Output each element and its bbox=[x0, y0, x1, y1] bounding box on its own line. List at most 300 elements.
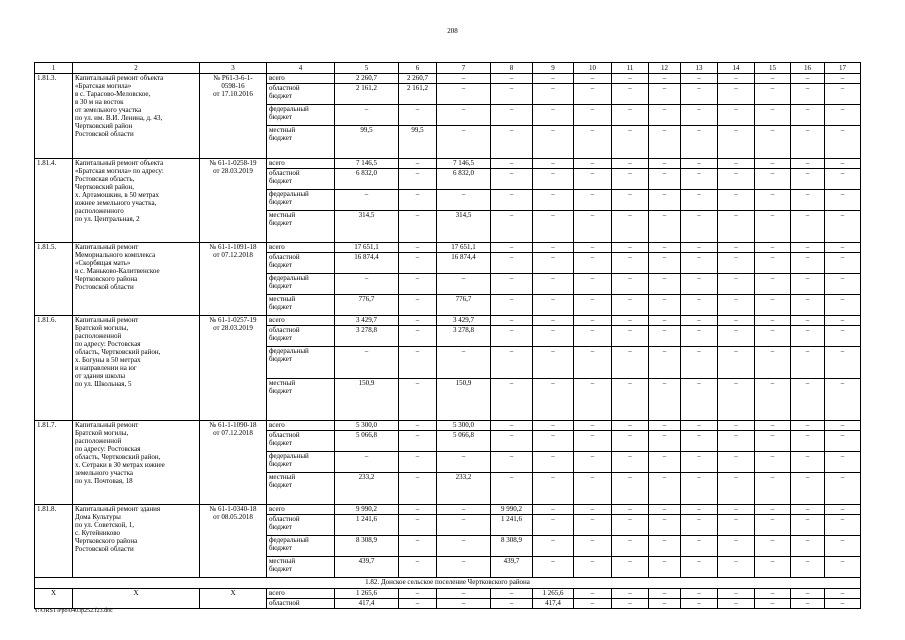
value-cell: – bbox=[533, 421, 574, 431]
value-cell: – bbox=[399, 589, 437, 599]
value-cell: 417,4 bbox=[533, 599, 574, 609]
value-cell: 2 161,2 bbox=[399, 84, 437, 105]
value-cell: – bbox=[574, 190, 612, 211]
value-cell: – bbox=[791, 74, 825, 84]
section-row bbox=[35, 578, 861, 589]
value-cell: – bbox=[491, 431, 533, 452]
value-cell: – bbox=[681, 515, 718, 536]
value-cell: – bbox=[649, 74, 681, 84]
value-cell: – bbox=[399, 473, 437, 505]
value-cell: – bbox=[649, 589, 681, 599]
value-cell: – bbox=[718, 589, 755, 599]
value-cell: – bbox=[574, 536, 612, 557]
value-cell: – bbox=[755, 190, 791, 211]
value-cell: 2 161,2 bbox=[335, 84, 399, 105]
value-cell: – bbox=[574, 347, 612, 379]
value-cell: 99,5 bbox=[335, 126, 399, 159]
value-cell: – bbox=[399, 421, 437, 431]
value-cell: – bbox=[649, 169, 681, 190]
value-cell: – bbox=[612, 452, 649, 473]
value-cell: – bbox=[825, 126, 861, 159]
table-row bbox=[35, 421, 861, 431]
value-cell: – bbox=[755, 126, 791, 159]
value-cell: – bbox=[533, 74, 574, 84]
column-number: 17 bbox=[825, 63, 861, 74]
item-number: 1.81.6. bbox=[35, 316, 73, 421]
value-cell: 233,2 bbox=[335, 473, 399, 505]
value-cell: – bbox=[399, 515, 437, 536]
section-title: 1.82. Донское сельское поселение Чертковского района bbox=[35, 578, 861, 589]
value-cell: – bbox=[533, 211, 574, 243]
object-name: Капитальный ремонт объекта «Братская могила» в с. Тарасово-Меловское, в 30 м на восток от земельного участка по ул. им. В.И. Ленина, д. 43, Чертковский район Ростовской области bbox=[73, 74, 200, 159]
value-cell: – bbox=[718, 316, 755, 326]
value-cell: 150,9 bbox=[335, 379, 399, 421]
value-cell: – bbox=[437, 274, 491, 295]
value-cell: – bbox=[791, 379, 825, 421]
column-number: 12 bbox=[649, 63, 681, 74]
value-cell: – bbox=[825, 105, 861, 126]
value-cell: – bbox=[533, 316, 574, 326]
value-cell: 6 832,0 bbox=[437, 169, 491, 190]
value-cell: – bbox=[612, 589, 649, 599]
value-cell: 5 300,0 bbox=[335, 421, 399, 431]
value-cell: – bbox=[649, 421, 681, 431]
column-number: 6 bbox=[399, 63, 437, 74]
value-cell: – bbox=[574, 274, 612, 295]
value-cell: – bbox=[825, 589, 861, 599]
value-cell: – bbox=[681, 295, 718, 316]
value-cell: – bbox=[681, 190, 718, 211]
value-cell: – bbox=[491, 452, 533, 473]
value-cell: – bbox=[681, 316, 718, 326]
value-cell: – bbox=[533, 126, 574, 159]
value-cell: – bbox=[649, 126, 681, 159]
value-cell: – bbox=[399, 105, 437, 126]
table-row bbox=[35, 243, 861, 253]
value-cell: – bbox=[533, 243, 574, 253]
value-cell: – bbox=[791, 599, 825, 609]
value-cell: – bbox=[649, 295, 681, 316]
value-cell: – bbox=[718, 505, 755, 515]
value-cell: – bbox=[681, 589, 718, 599]
value-cell: – bbox=[755, 105, 791, 126]
value-cell: – bbox=[533, 347, 574, 379]
value-cell: – bbox=[825, 536, 861, 557]
column-number: 2 bbox=[73, 63, 200, 74]
value-cell: 439,7 bbox=[335, 557, 399, 578]
document-number: № Р61-3-6-1- 0598-16 от 17.10.2016 bbox=[200, 74, 267, 159]
value-cell: – bbox=[399, 505, 437, 515]
column-number: 5 bbox=[335, 63, 399, 74]
value-cell: – bbox=[335, 347, 399, 379]
value-cell: – bbox=[755, 557, 791, 578]
value-cell: – bbox=[791, 243, 825, 253]
value-cell: 233,2 bbox=[437, 473, 491, 505]
value-cell: – bbox=[681, 326, 718, 347]
document-number: № 61-1-1091-18 от 07.12.2018 bbox=[200, 243, 267, 316]
funding-source: местный бюджет bbox=[267, 295, 335, 316]
column-number-row bbox=[35, 63, 861, 74]
value-cell: – bbox=[681, 557, 718, 578]
value-cell: – bbox=[399, 431, 437, 452]
value-cell: – bbox=[649, 379, 681, 421]
value-cell: – bbox=[649, 211, 681, 243]
value-cell: 8 308,9 bbox=[491, 536, 533, 557]
value-cell: – bbox=[718, 557, 755, 578]
value-cell: – bbox=[437, 515, 491, 536]
value-cell: 99,5 bbox=[399, 126, 437, 159]
value-cell: – bbox=[649, 536, 681, 557]
value-cell: – bbox=[491, 190, 533, 211]
table-row bbox=[35, 74, 861, 84]
value-cell: – bbox=[681, 274, 718, 295]
value-cell: – bbox=[718, 84, 755, 105]
value-cell: – bbox=[574, 159, 612, 169]
value-cell: – bbox=[791, 431, 825, 452]
value-cell: – bbox=[681, 452, 718, 473]
value-cell: – bbox=[791, 421, 825, 431]
value-cell: – bbox=[791, 347, 825, 379]
value-cell: – bbox=[649, 274, 681, 295]
object-name: Капитальный ремонт Братской могилы, расположенной по адресу: Ростовская область, Чертковский район, х. Богуны в 50 метрах в направлении на юг от здания школы по ул. Школьная, 5 bbox=[73, 316, 200, 421]
value-cell: – bbox=[399, 253, 437, 274]
value-cell: – bbox=[791, 515, 825, 536]
value-cell: – bbox=[825, 452, 861, 473]
funding-source: федеральный бюджет bbox=[267, 190, 335, 211]
value-cell: – bbox=[755, 452, 791, 473]
value-cell: – bbox=[612, 126, 649, 159]
funding-source: областной бюджет bbox=[267, 431, 335, 452]
funding-source: местный бюджет bbox=[267, 211, 335, 243]
value-cell: – bbox=[612, 599, 649, 609]
value-cell: – bbox=[825, 557, 861, 578]
item-number: Х bbox=[35, 589, 73, 609]
column-number: 16 bbox=[791, 63, 825, 74]
value-cell: – bbox=[574, 505, 612, 515]
value-cell: – bbox=[437, 105, 491, 126]
value-cell: – bbox=[399, 169, 437, 190]
value-cell: – bbox=[755, 599, 791, 609]
table-row bbox=[35, 316, 861, 326]
value-cell: – bbox=[718, 211, 755, 243]
value-cell: – bbox=[681, 243, 718, 253]
funding-source: областной бюджет bbox=[267, 169, 335, 190]
value-cell: 150,9 bbox=[437, 379, 491, 421]
value-cell: – bbox=[533, 326, 574, 347]
value-cell: – bbox=[491, 274, 533, 295]
funding-source: федеральный бюджет bbox=[267, 347, 335, 379]
funding-source: всего bbox=[267, 159, 335, 169]
value-cell: – bbox=[533, 84, 574, 105]
value-cell: – bbox=[437, 452, 491, 473]
value-cell: – bbox=[574, 473, 612, 505]
value-cell: – bbox=[755, 316, 791, 326]
value-cell: – bbox=[791, 589, 825, 599]
value-cell: – bbox=[825, 347, 861, 379]
funding-source: областной bbox=[267, 599, 335, 609]
value-cell: – bbox=[612, 505, 649, 515]
value-cell: 3 278,8 bbox=[335, 326, 399, 347]
value-cell: – bbox=[533, 536, 574, 557]
item-number: 1.81.3. bbox=[35, 74, 73, 159]
value-cell: – bbox=[791, 211, 825, 243]
table-row bbox=[35, 159, 861, 169]
value-cell: 1 265,6 bbox=[533, 589, 574, 599]
value-cell: – bbox=[825, 599, 861, 609]
value-cell: 776,7 bbox=[335, 295, 399, 316]
value-cell: – bbox=[574, 557, 612, 578]
value-cell: – bbox=[437, 84, 491, 105]
value-cell: – bbox=[437, 589, 491, 599]
value-cell: – bbox=[718, 326, 755, 347]
value-cell: – bbox=[612, 347, 649, 379]
value-cell: – bbox=[491, 347, 533, 379]
document-number: № 61-1-0257-19 от 28.03.2019 bbox=[200, 316, 267, 421]
value-cell: – bbox=[718, 473, 755, 505]
value-cell: – bbox=[718, 379, 755, 421]
column-number: 13 bbox=[681, 63, 718, 74]
value-cell: – bbox=[491, 243, 533, 253]
value-cell: – bbox=[574, 589, 612, 599]
value-cell: – bbox=[791, 316, 825, 326]
value-cell: – bbox=[335, 274, 399, 295]
value-cell: – bbox=[533, 159, 574, 169]
value-cell: 5 066,8 bbox=[335, 431, 399, 452]
value-cell: – bbox=[718, 295, 755, 316]
budget-table bbox=[34, 62, 861, 609]
value-cell: – bbox=[791, 452, 825, 473]
value-cell: – bbox=[612, 557, 649, 578]
value-cell: – bbox=[681, 599, 718, 609]
value-cell: – bbox=[612, 253, 649, 274]
value-cell: – bbox=[574, 452, 612, 473]
value-cell: – bbox=[612, 74, 649, 84]
value-cell: – bbox=[825, 190, 861, 211]
value-cell: – bbox=[681, 473, 718, 505]
value-cell: – bbox=[718, 253, 755, 274]
value-cell: – bbox=[612, 190, 649, 211]
value-cell: 3 429,7 bbox=[437, 316, 491, 326]
value-cell: – bbox=[491, 316, 533, 326]
value-cell: – bbox=[755, 536, 791, 557]
value-cell: – bbox=[612, 515, 649, 536]
funding-source: федеральный бюджет bbox=[267, 536, 335, 557]
funding-source: областной бюджет bbox=[267, 253, 335, 274]
value-cell: – bbox=[718, 536, 755, 557]
value-cell: – bbox=[491, 589, 533, 599]
table-row bbox=[35, 505, 861, 515]
funding-source: местный бюджет bbox=[267, 473, 335, 505]
value-cell: – bbox=[649, 473, 681, 505]
value-cell: 439,7 bbox=[491, 557, 533, 578]
value-cell: – bbox=[755, 515, 791, 536]
value-cell: – bbox=[399, 274, 437, 295]
value-cell: 314,5 bbox=[437, 211, 491, 243]
value-cell: – bbox=[574, 326, 612, 347]
value-cell: – bbox=[718, 452, 755, 473]
value-cell: 1 265,6 bbox=[335, 589, 399, 599]
value-cell: – bbox=[825, 421, 861, 431]
value-cell: 2 260,7 bbox=[335, 74, 399, 84]
value-cell: – bbox=[491, 473, 533, 505]
value-cell: – bbox=[755, 379, 791, 421]
value-cell: – bbox=[533, 557, 574, 578]
value-cell: – bbox=[649, 326, 681, 347]
value-cell: – bbox=[755, 243, 791, 253]
value-cell: – bbox=[791, 159, 825, 169]
value-cell: – bbox=[825, 295, 861, 316]
value-cell: – bbox=[649, 431, 681, 452]
column-number: 9 bbox=[533, 63, 574, 74]
object-name: Капитальный ремонт Братской могилы, расположенной по адресу: Ростовская область, Чертковский район, х. Сетраки в 30 метрах южнее земельного участка по ул. Почтовая, 18 bbox=[73, 421, 200, 505]
value-cell: 7 146,5 bbox=[437, 159, 491, 169]
value-cell: – bbox=[755, 473, 791, 505]
value-cell: – bbox=[791, 295, 825, 316]
value-cell: – bbox=[612, 379, 649, 421]
value-cell: 417,4 bbox=[335, 599, 399, 609]
value-cell: – bbox=[755, 169, 791, 190]
value-cell: 16 874,4 bbox=[335, 253, 399, 274]
value-cell: – bbox=[755, 589, 791, 599]
value-cell: – bbox=[755, 84, 791, 105]
value-cell: 5 300,0 bbox=[437, 421, 491, 431]
value-cell: – bbox=[681, 159, 718, 169]
value-cell: – bbox=[825, 274, 861, 295]
funding-source: федеральный бюджет bbox=[267, 105, 335, 126]
table-body bbox=[35, 63, 861, 609]
value-cell: – bbox=[612, 316, 649, 326]
item-number: 1.81.8. bbox=[35, 505, 73, 578]
value-cell: – bbox=[612, 421, 649, 431]
value-cell: – bbox=[574, 295, 612, 316]
value-cell: 3 429,7 bbox=[335, 316, 399, 326]
funding-source: всего bbox=[267, 74, 335, 84]
value-cell: – bbox=[718, 126, 755, 159]
value-cell: – bbox=[718, 74, 755, 84]
value-cell: – bbox=[574, 211, 612, 243]
value-cell: – bbox=[533, 274, 574, 295]
value-cell: 17 651,1 bbox=[437, 243, 491, 253]
value-cell: – bbox=[791, 536, 825, 557]
value-cell: – bbox=[574, 421, 612, 431]
value-cell: – bbox=[681, 105, 718, 126]
page-number: 208 bbox=[447, 27, 458, 35]
value-cell: – bbox=[755, 505, 791, 515]
value-cell: – bbox=[825, 253, 861, 274]
value-cell: – bbox=[825, 316, 861, 326]
value-cell: 1 241,6 bbox=[335, 515, 399, 536]
value-cell: – bbox=[649, 253, 681, 274]
value-cell: – bbox=[399, 599, 437, 609]
value-cell: – bbox=[574, 84, 612, 105]
value-cell: – bbox=[491, 169, 533, 190]
value-cell: – bbox=[491, 211, 533, 243]
value-cell: – bbox=[825, 379, 861, 421]
value-cell: 5 066,8 bbox=[437, 431, 491, 452]
value-cell: – bbox=[533, 295, 574, 316]
column-number: 8 bbox=[491, 63, 533, 74]
value-cell: – bbox=[791, 105, 825, 126]
value-cell: – bbox=[612, 159, 649, 169]
value-cell: – bbox=[649, 505, 681, 515]
value-cell: – bbox=[755, 295, 791, 316]
value-cell: – bbox=[335, 105, 399, 126]
value-cell: – bbox=[649, 599, 681, 609]
value-cell: – bbox=[681, 169, 718, 190]
value-cell: – bbox=[574, 74, 612, 84]
value-cell: – bbox=[612, 326, 649, 347]
value-cell: – bbox=[399, 295, 437, 316]
funding-source: местный бюджет bbox=[267, 379, 335, 421]
value-cell: – bbox=[491, 326, 533, 347]
value-cell: – bbox=[437, 126, 491, 159]
value-cell: – bbox=[399, 452, 437, 473]
value-cell: – bbox=[791, 557, 825, 578]
value-cell: – bbox=[791, 190, 825, 211]
value-cell: 9 990,2 bbox=[335, 505, 399, 515]
value-cell: – bbox=[791, 326, 825, 347]
value-cell: – bbox=[649, 84, 681, 105]
value-cell: – bbox=[437, 536, 491, 557]
value-cell: – bbox=[612, 295, 649, 316]
value-cell: – bbox=[491, 105, 533, 126]
value-cell: 776,7 bbox=[437, 295, 491, 316]
value-cell: 1 241,6 bbox=[491, 515, 533, 536]
value-cell: – bbox=[718, 105, 755, 126]
column-number: 4 bbox=[267, 63, 335, 74]
value-cell: – bbox=[825, 211, 861, 243]
value-cell: – bbox=[533, 105, 574, 126]
value-cell: – bbox=[437, 557, 491, 578]
value-cell: – bbox=[612, 211, 649, 243]
value-cell: 8 308,9 bbox=[335, 536, 399, 557]
value-cell: – bbox=[755, 326, 791, 347]
value-cell: – bbox=[574, 253, 612, 274]
value-cell: – bbox=[649, 159, 681, 169]
value-cell: – bbox=[755, 421, 791, 431]
item-number: 1.81.4. bbox=[35, 159, 73, 243]
value-cell: – bbox=[755, 274, 791, 295]
value-cell: – bbox=[718, 421, 755, 431]
value-cell: – bbox=[681, 253, 718, 274]
value-cell: – bbox=[649, 452, 681, 473]
value-cell: – bbox=[791, 253, 825, 274]
value-cell: – bbox=[825, 326, 861, 347]
value-cell: – bbox=[718, 159, 755, 169]
value-cell: – bbox=[612, 169, 649, 190]
footer-file-path: Y:\ORST\Ppo\0403p252.f23.doc bbox=[34, 608, 113, 614]
table-row bbox=[35, 589, 861, 599]
value-cell: 16 874,4 bbox=[437, 253, 491, 274]
value-cell: – bbox=[755, 74, 791, 84]
item-number: 1.81.5. bbox=[35, 243, 73, 316]
value-cell: – bbox=[574, 105, 612, 126]
value-cell: – bbox=[718, 169, 755, 190]
value-cell: – bbox=[399, 326, 437, 347]
value-cell: – bbox=[791, 84, 825, 105]
value-cell: – bbox=[612, 243, 649, 253]
value-cell: – bbox=[533, 431, 574, 452]
funding-source: федеральный бюджет bbox=[267, 274, 335, 295]
value-cell: – bbox=[399, 557, 437, 578]
object-name: Капитальный ремонт объекта «Братская могила» по адресу: Ростовская область, Чертковский район, х. Артамошкин, в 50 метрах южнее земельного участка, расположенного по ул. Центральная, 2 bbox=[73, 159, 200, 243]
value-cell: – bbox=[574, 431, 612, 452]
value-cell: – bbox=[825, 473, 861, 505]
document-number: № 61-1-0340-18 от 08.05.2018 bbox=[200, 505, 267, 578]
value-cell: – bbox=[718, 599, 755, 609]
object-name: Х bbox=[73, 589, 200, 609]
value-cell: – bbox=[718, 347, 755, 379]
